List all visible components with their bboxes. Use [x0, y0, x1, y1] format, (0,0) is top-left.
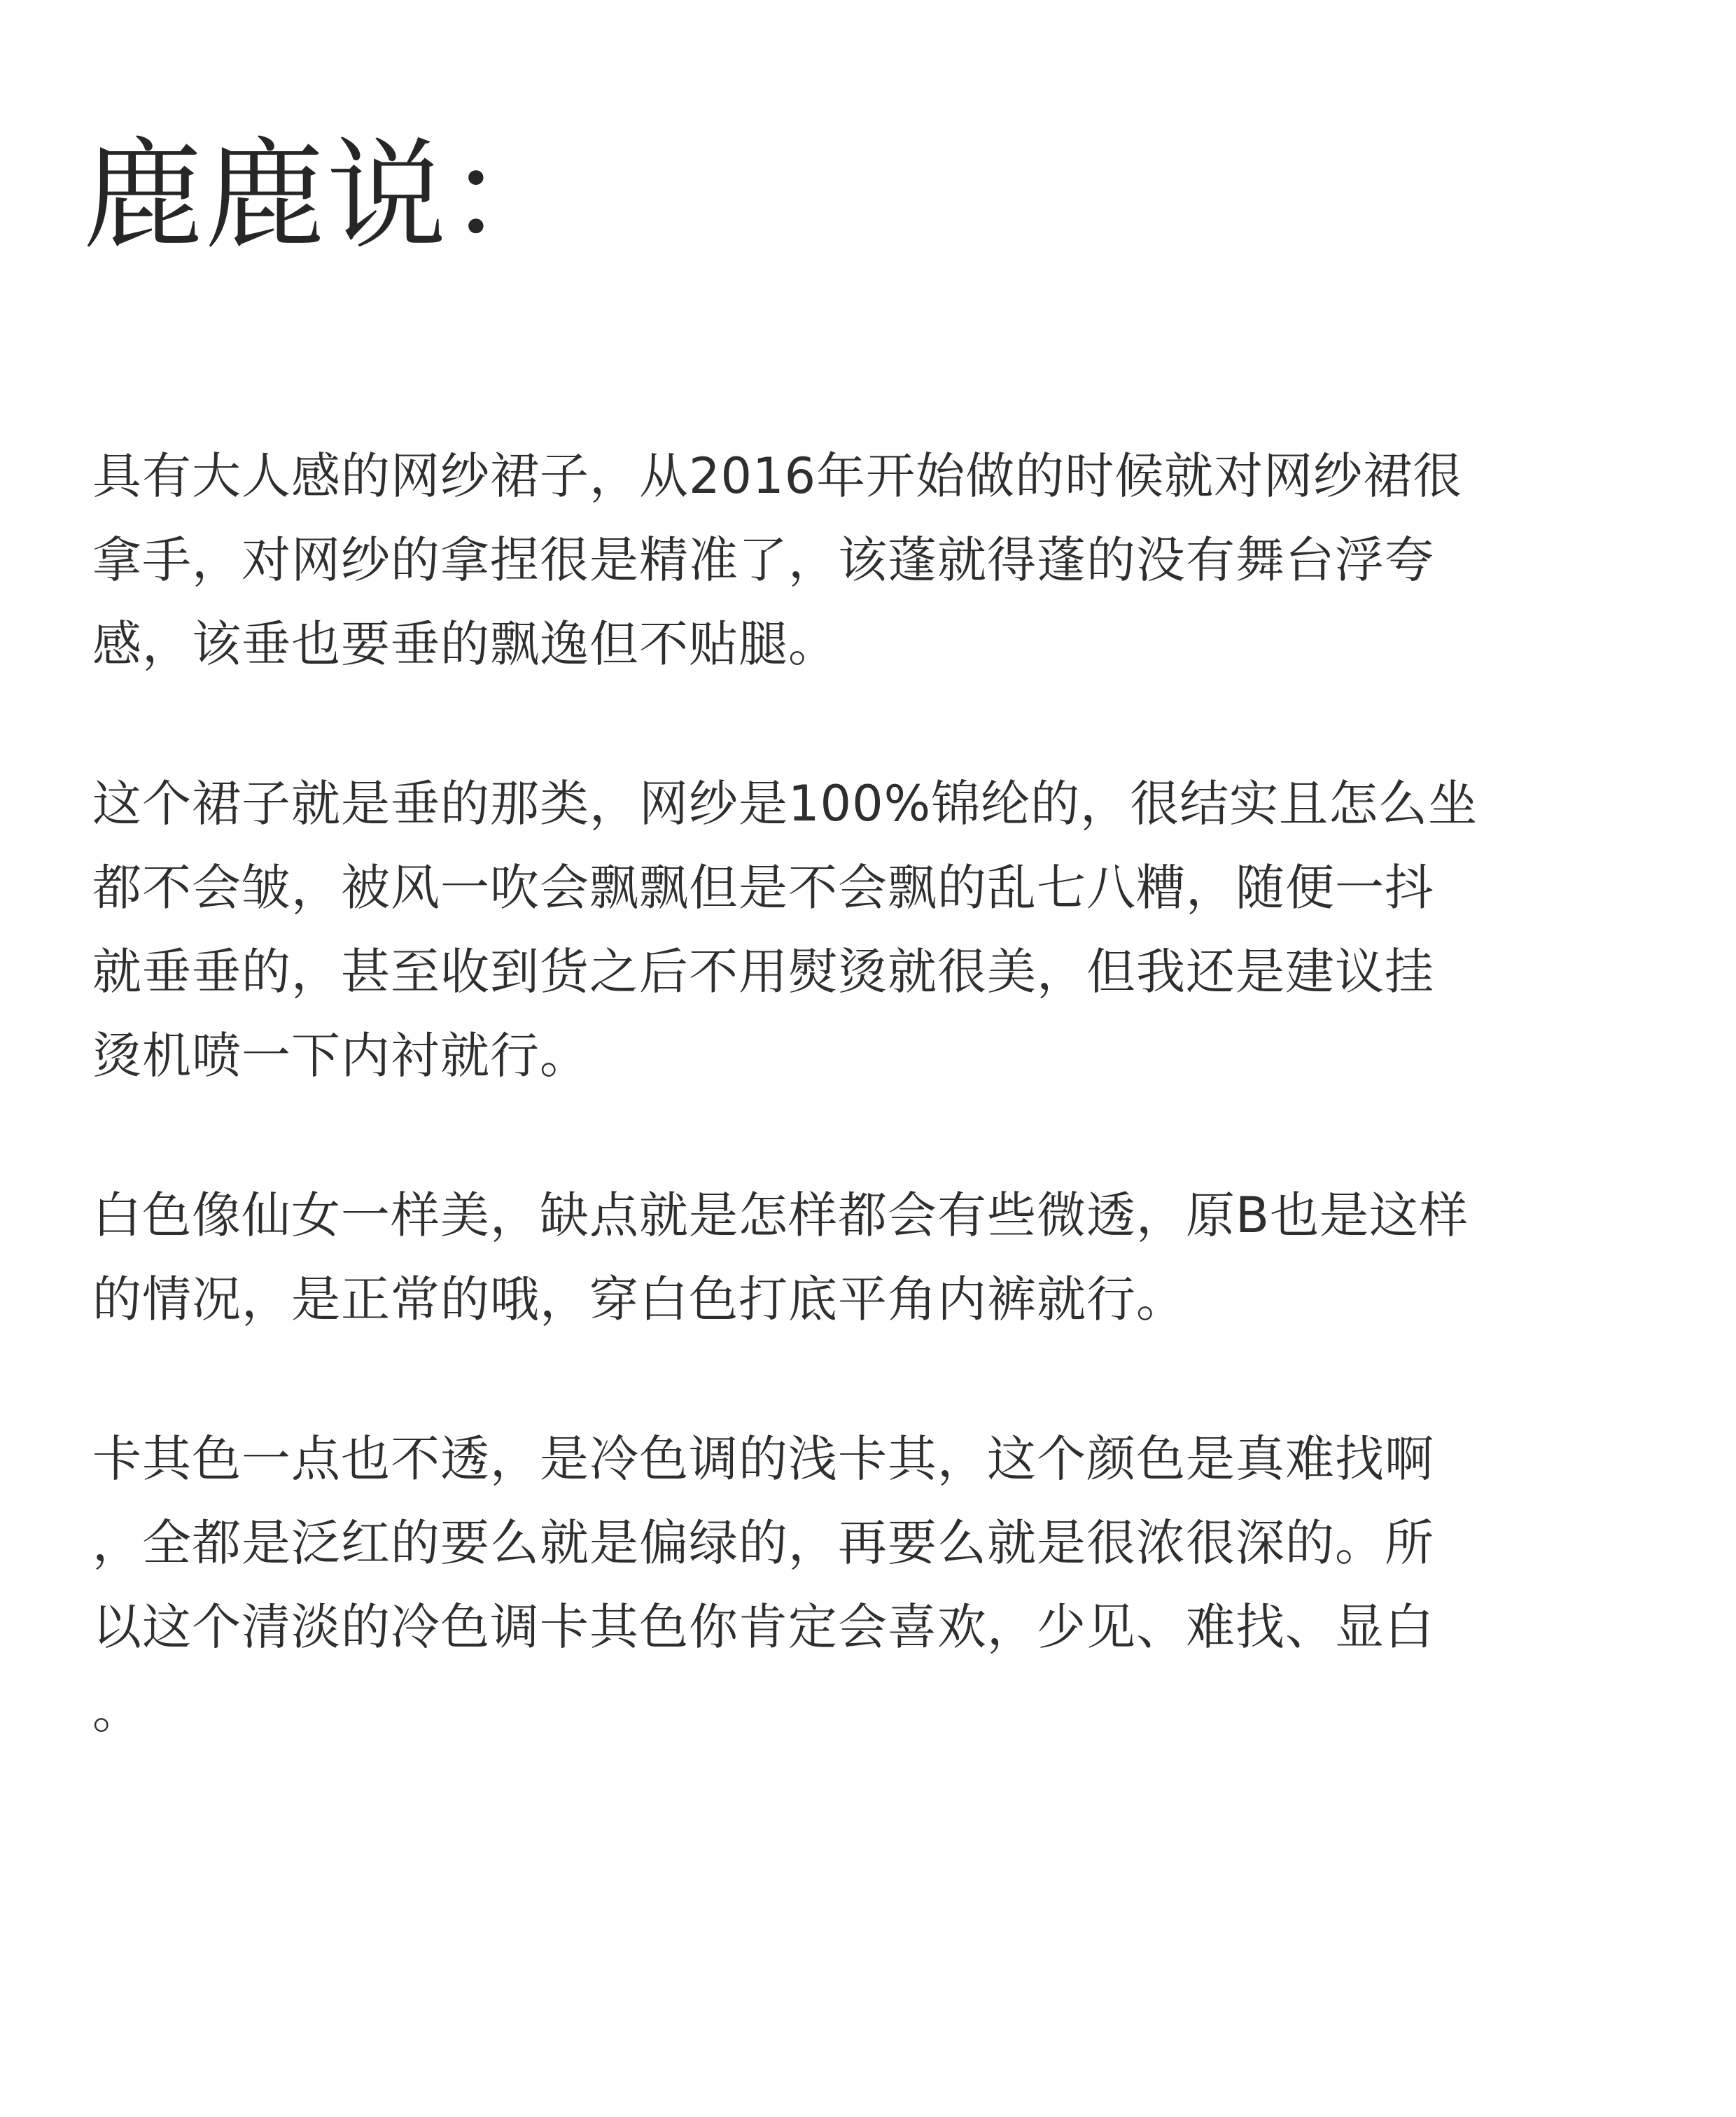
text-line: 卡其色一点也不透，是冷色调的浅卡其，这个颜色是真难找啊 — [92, 1430, 1434, 1488]
body-text — [92, 434, 1702, 1829]
paragraph-2 — [92, 762, 1702, 1098]
text-line: 。 — [92, 1682, 142, 1740]
text-line: ，全都是泛红的要么就是偏绿的，再要么就是很浓很深的。所 — [92, 1514, 1434, 1572]
text-line: 感，该垂也要垂的飘逸但不贴腿。 — [92, 615, 838, 673]
text-line: 白色像仙女一样美，缺点就是怎样都会有些微透，原B也是这样 — [92, 1187, 1469, 1244]
paragraph-3 — [92, 1173, 1702, 1341]
text-line: 的情况，是正常的哦，穿白色打底平角内裤就行。 — [92, 1271, 1186, 1328]
text-line: 就垂垂的，甚至收到货之后不用熨烫就很美，但我还是建议挂 — [92, 943, 1434, 1000]
paragraph-4 — [92, 1417, 1702, 1753]
text-line: 拿手，对网纱的拿捏很是精准了，该蓬就得蓬的没有舞台浮夸 — [92, 531, 1434, 589]
text-line: 烫机喷一下内衬就行。 — [92, 1027, 589, 1084]
text-line: 具有大人感的网纱裙子，从2016年开始做的时候就对网纱裙很 — [92, 447, 1463, 505]
text-line: 这个裙子就是垂的那类，网纱是100%锦纶的，很结实且怎么坐 — [92, 775, 1478, 832]
text-line: 都不会皱，被风一吹会飘飘但是不会飘的乱七八糟，随便一抖 — [92, 859, 1434, 916]
paragraph-1 — [92, 434, 1702, 686]
page-title: 鹿鹿说： — [83, 125, 570, 266]
text-line: 以这个清淡的冷色调卡其色你肯定会喜欢，少见、难找、显白 — [92, 1598, 1434, 1656]
